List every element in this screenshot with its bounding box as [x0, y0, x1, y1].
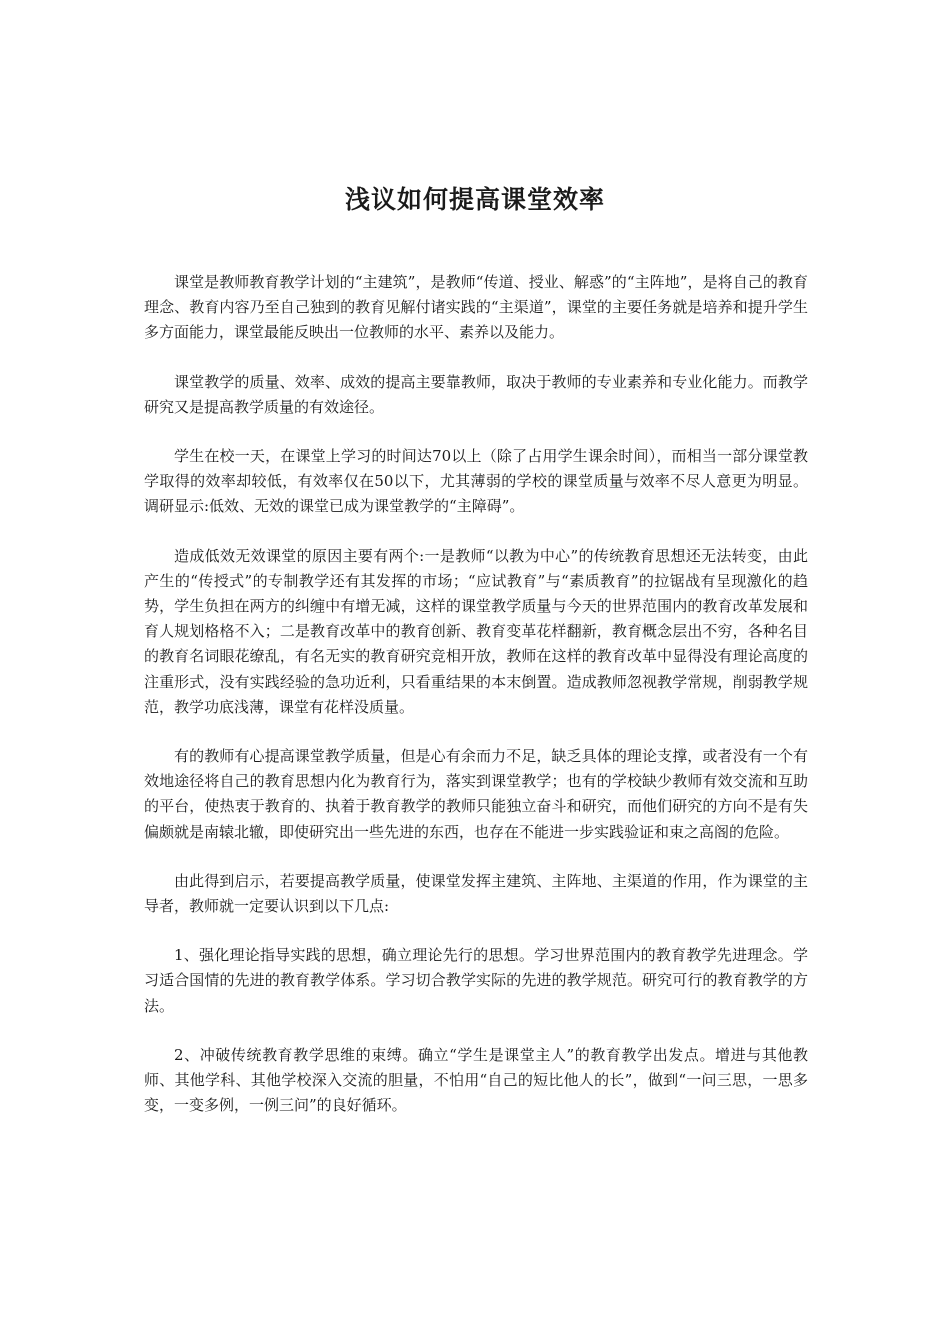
document-title: 浅议如何提高课堂效率: [344, 185, 605, 214]
paragraph-2: 课堂教学的质量、效率、成效的提高主要靠教师，取决于教师的专业素养和专业化能力。而教学研究又是提高教学质量的有效途径。: [144, 372, 808, 416]
paragraph-4: 造成低效无效课堂的原因主要有两个:一是教师“以教为中心”的传统教育思想还无法转变，由此产生的“传授式”的专制教学还有其发挥的市场；“应试教育”与“素质教育”的拉锯战有呈现激化的趋势，学生负担在两方的纠缠中有增无减，这样的课堂教学质量与今天的世界范围内的教育改革发展和育人规划格格不入；二是教育改革中的教育创新、教育变革花样翻新，教育概念层出不穷，各种名目的教育名词眼花缭乱，有名无实的教育研究竞相开放，教师在这样的教育改革中显得没有理论高度的注重形式，没有实践经验的急功近利，只看重结果的本末倒置。造成教师忽视教学常规，削弱教学规范，教学功底浅薄，课堂有花样没质量。: [144, 546, 808, 716]
paragraph-3: 学生在校一天，在课堂上学习的时间达70以上（除了占用学生课余时间），而相当一部分课堂教学取得的效率却较低，有效率仅在50以下，尤其薄弱的学校的课堂质量与效率不尽人意更为明显。调研显示:低效、无效的课堂已成为课堂教学的“主障碍”。: [144, 447, 808, 516]
paragraph-5: 有的教师有心提高课堂教学质量，但是心有余而力不足，缺乏具体的理论支撑，或者没有一个有效地途径将自己的教育思想内化为教育行为，落实到课堂教学；也有的学校缺少教师有效交流和互助的平台，使热衷于教育的、执着于教育教学的教师只能独立奋斗和研究，而他们研究的方向不是有失偏颇就是南辕北辙，即使研究出一些先进的东西，也存在不能进一步实践验证和束之高阁的危险。: [144, 747, 808, 841]
paragraph-1: 课堂是教师教育教学计划的“主建筑”，是教师“传道、授业、解惑”的“主阵地”，是将自己的教育理念、教育内容乃至自己独到的教育见解付诸实践的“主渠道”，课堂的主要任务就是培养和提升学生多方面能力，课堂最能反映出一位教师的水平、素养以及能力。: [144, 273, 808, 342]
paragraph-7: 1、强化理论指导实践的思想，确立理论先行的思想。学习世界范围内的教育教学先进理念。学习适合国情的先进的教育教学体系。学习切合教学实际的先进的教学规范。研究可行的教育教学的方法。: [144, 946, 808, 1015]
paragraph-6: 由此得到启示，若要提高教学质量，使课堂发挥主建筑、主阵地、主渠道的作用，作为课堂的主导者，教师就一定要认识到以下几点:: [144, 871, 808, 916]
paragraph-8: 2、冲破传统教育教学思维的束缚。确立“学生是课堂主人”的教育教学出发点。增进与其他教师、其他学科、其他学校深入交流的胆量，不怕用“自己的短比他人的长”，做到“一问三思，一思多变，一变多例，一例三问”的良好循环。: [144, 1045, 808, 1115]
document-body: [144, 270, 808, 1142]
